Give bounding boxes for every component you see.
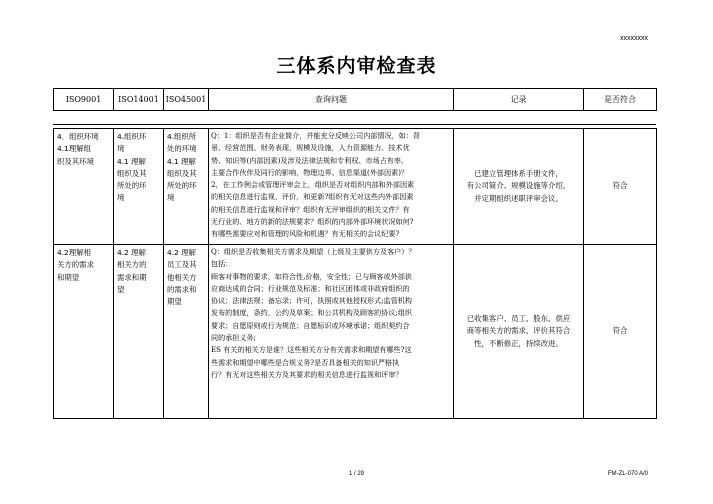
iso14001-clause: 4.组织环 境 4.1 理解 组织及其 所处的环 境 <box>114 129 164 245</box>
conformity-status: 符合 <box>584 245 657 419</box>
header-question: 查询问题 <box>209 89 454 111</box>
header-conform: 是否符合 <box>584 89 657 111</box>
audit-record: 已建立管理体系手册文件， 有公司简介、规模设施等介绍， 并定期组织述职评审会议。 <box>454 129 584 245</box>
document-code: xxxxxxxx <box>620 35 648 42</box>
table-row <box>54 129 657 245</box>
table-row <box>54 245 657 419</box>
iso9001-clause: 4.2理解相 关方的需求 和期望 <box>54 245 114 419</box>
audit-record: 已收集客户、员工、股东、供应 商等相关方的需求，评价其符合 性，不断修正，持续改进。 <box>454 245 584 419</box>
page-number: 1 / 29 <box>348 471 364 477</box>
header-table <box>53 88 657 111</box>
page-title: 三体系内审检查表 <box>276 55 437 77</box>
iso14001-clause: 4.2 理解 相关方的 需求和期 望 <box>114 245 164 419</box>
iso9001-clause: 4．组织环境 4.1理解组 织及其环境 <box>54 129 114 245</box>
iso45001-clause: 4.组织所 处的环境 4.1 理解 组织及其 所处的环 境 <box>164 129 209 245</box>
iso45001-clause: 4.2 理解 员工及其 他相关方 的需求和 期望 <box>164 245 209 419</box>
header-record: 记录 <box>454 89 584 111</box>
header-iso9001: ISO9001 <box>54 89 114 111</box>
checklist-table <box>53 128 657 419</box>
conformity-status: 符合 <box>584 129 657 245</box>
header-row <box>54 89 657 111</box>
audit-question: Q：组织是否收集相关方需求及期望（上级及主要供方及客户）？ 包括： 顾客对事物的要求，如符合性,价格，安全性；已与顾客或外部供 应商达成的合同；行业规范及标准；和社区团体或非政府组织的 协议；法律法规；备忘录；许可，执照或其他授权形式;监管机构 发布的制度，条约，公约及草案；和公共机构及顾客的协议;组织 要求；自愿原则或行为规范；自愿标识或环境承诺；组织契约合 同的承担义务; ES 有关的相关方是谁？这些相关方分有关需求和期望有哪些?这 些需求和期望中哪些是合规义务?是否具备相关的知识严格执 行？有无对这些相关方及其要求的相关信息进行监视和评审？ <box>209 245 454 419</box>
header-iso14001: ISO14001 <box>114 89 164 111</box>
section-divider <box>53 124 656 125</box>
audit-question: Q：1：组织是否有企业简介，并能充分反映公司内部情况，如：背 景、经营范围、财务表现，规模及设施，人力资源能力、技术优 势、知识等(内部因素)及涉及法律法规和专利权、市场占有率、 主要合作伙伴及同行的影响，物理边界、信息渠道(外部因素)？ 2，在工作例会或管理评审会上，组织是否对组织内部和外部因素 的相关信息进行监视，评价，和更新?组织有无对这些内外部因素 的相关信息进行监视和评审？组织有无评审组织的相关文件？有 无行业的、地方的新的法规要求？组织的内部外部环境状况如何? 有哪些需要应对和管理的风险和机遇？有无相关的会议纪要? <box>209 129 454 245</box>
header-iso45001: ISO45001 <box>164 89 209 111</box>
form-code: FM-ZL-070 A/0 <box>608 471 649 477</box>
